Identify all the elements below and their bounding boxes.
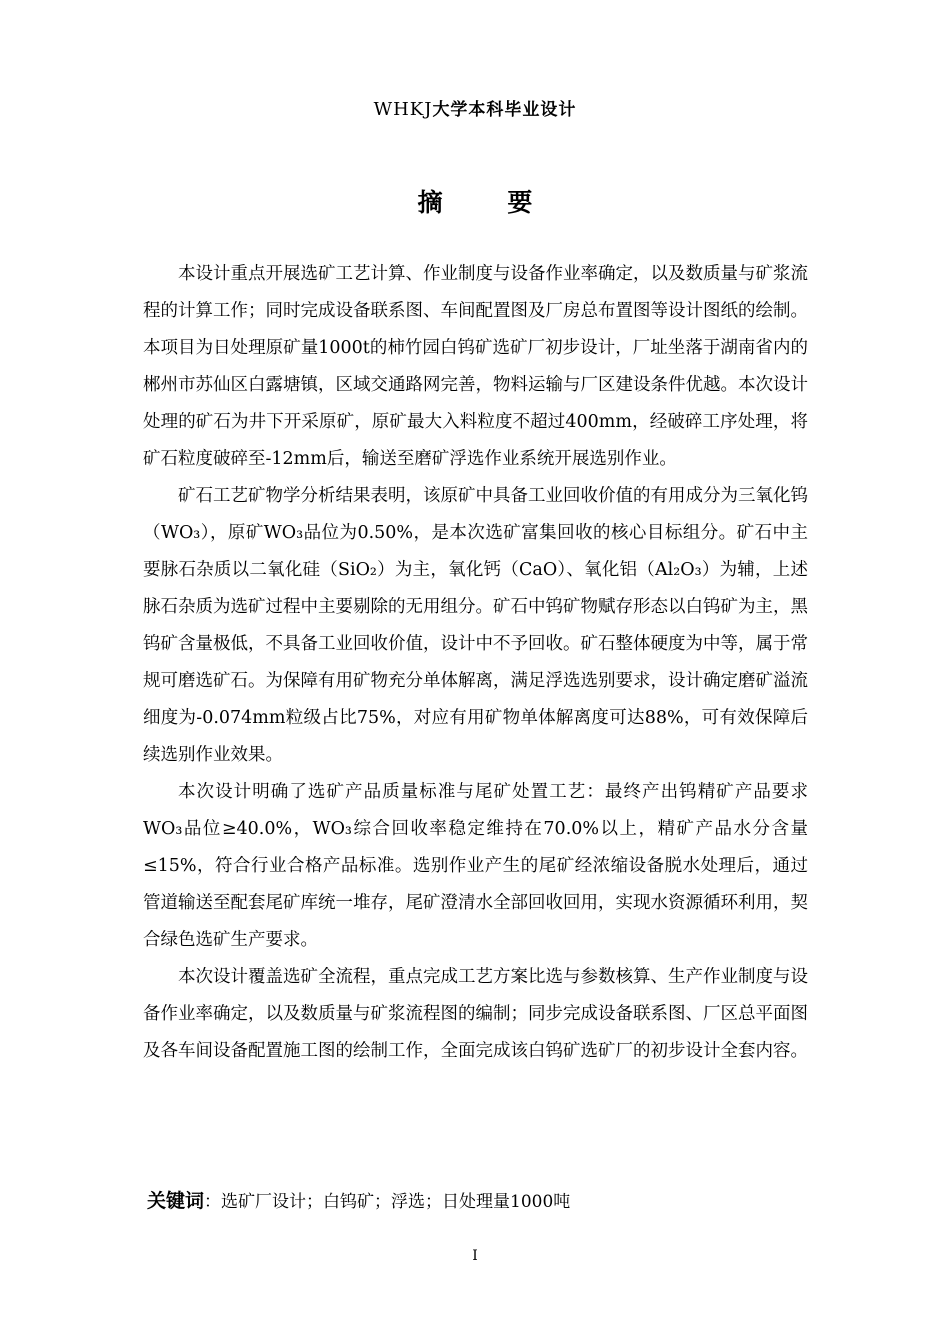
abstract-paragraph: 矿石工艺矿物学分析结果表明，该原矿中具备工业回收价值的有用成分为三氧化钨（WO₃），原矿WO₃品位为0.50%，是本次选矿富集回收的核心目标组分。矿石中主要脉石杂质以二氧化硅（SiO₂）为主，氧化钙（CaO）、氧化铝（Al₂O₃）为辅，上述脉石杂质为选矿过程中主要剔除的无用组分。矿石中钨矿物赋存形态以白钨矿为主，黑钨矿含量极低，不具备工业回收价值，设计中不予回收。矿石整体硬度为中等，属于常规可磨选矿石。为保障有用矿物充分单体解离，满足浮选选别要求，设计确定磨矿溢流细度为-0.074mm粒级占比75%，对应有用矿物单体解离度可达88%，可有效保障后续选别作业效果。 xyxy=(143,486,808,765)
abstract-body xyxy=(143,256,808,1070)
keywords-text: 选矿厂设计；白钨矿；浮选；日处理量1000吨 xyxy=(221,1192,571,1212)
header-title: 大学本科毕业设计 xyxy=(432,100,577,120)
keywords-label: 关键词 xyxy=(147,1190,205,1212)
keywords-separator: ： xyxy=(204,1192,222,1212)
abstract-paragraph: 本设计重点开展选矿工艺计算、作业制度与设备作业率确定，以及数质量与矿浆流程的计算工作；同时完成设备联系图、车间配置图及厂房总布置图等设计图纸的绘制。本项目为日处理原矿量1000t的柿竹园白钨矿选矿厂初步设计，厂址坐落于湖南省内的郴州市苏仙区白露塘镇，区域交通路网完善，物料运输与厂区建设条件优越。本次设计处理的矿石为井下开采原矿，原矿最大入料粒度不超过400mm，经破碎工序处理，将矿石粒度破碎至-12mm后，输送至磨矿浮选作业系统开展选别作业。 xyxy=(143,264,808,469)
abstract-paragraph: 本次设计明确了选矿产品质量标准与尾矿处置工艺：最终产出钨精矿产品要求WO₃品位≥40.0%，WO₃综合回收率稳定维持在70.0%以上，精矿产品水分含量≤15%，符合行业合格产品标准。选别作业产生的尾矿经浓缩设备脱水处理后，通过管道输送至配套尾矿库统一堆存，尾矿澄清水全部回收回用，实现水资源循环利用，契合绿色选矿生产要求。 xyxy=(143,782,808,950)
abstract-paragraph: 本次设计覆盖选矿全流程，重点完成工艺方案比选与参数核算、生产作业制度与设备作业率确定，以及数质量与矿浆流程图的编制；同步完成设备联系图、厂区总平面图及各车间设备配置施工图的绘制工作，全面完成该白钨矿选矿厂的初步设计全套内容。 xyxy=(143,967,808,1061)
header-prefix: WHKJ xyxy=(373,99,433,120)
keywords-line xyxy=(147,1186,817,1213)
abstract-title: 摘 要 xyxy=(417,188,561,217)
page-header xyxy=(0,95,950,120)
page-number: I xyxy=(472,1248,478,1264)
